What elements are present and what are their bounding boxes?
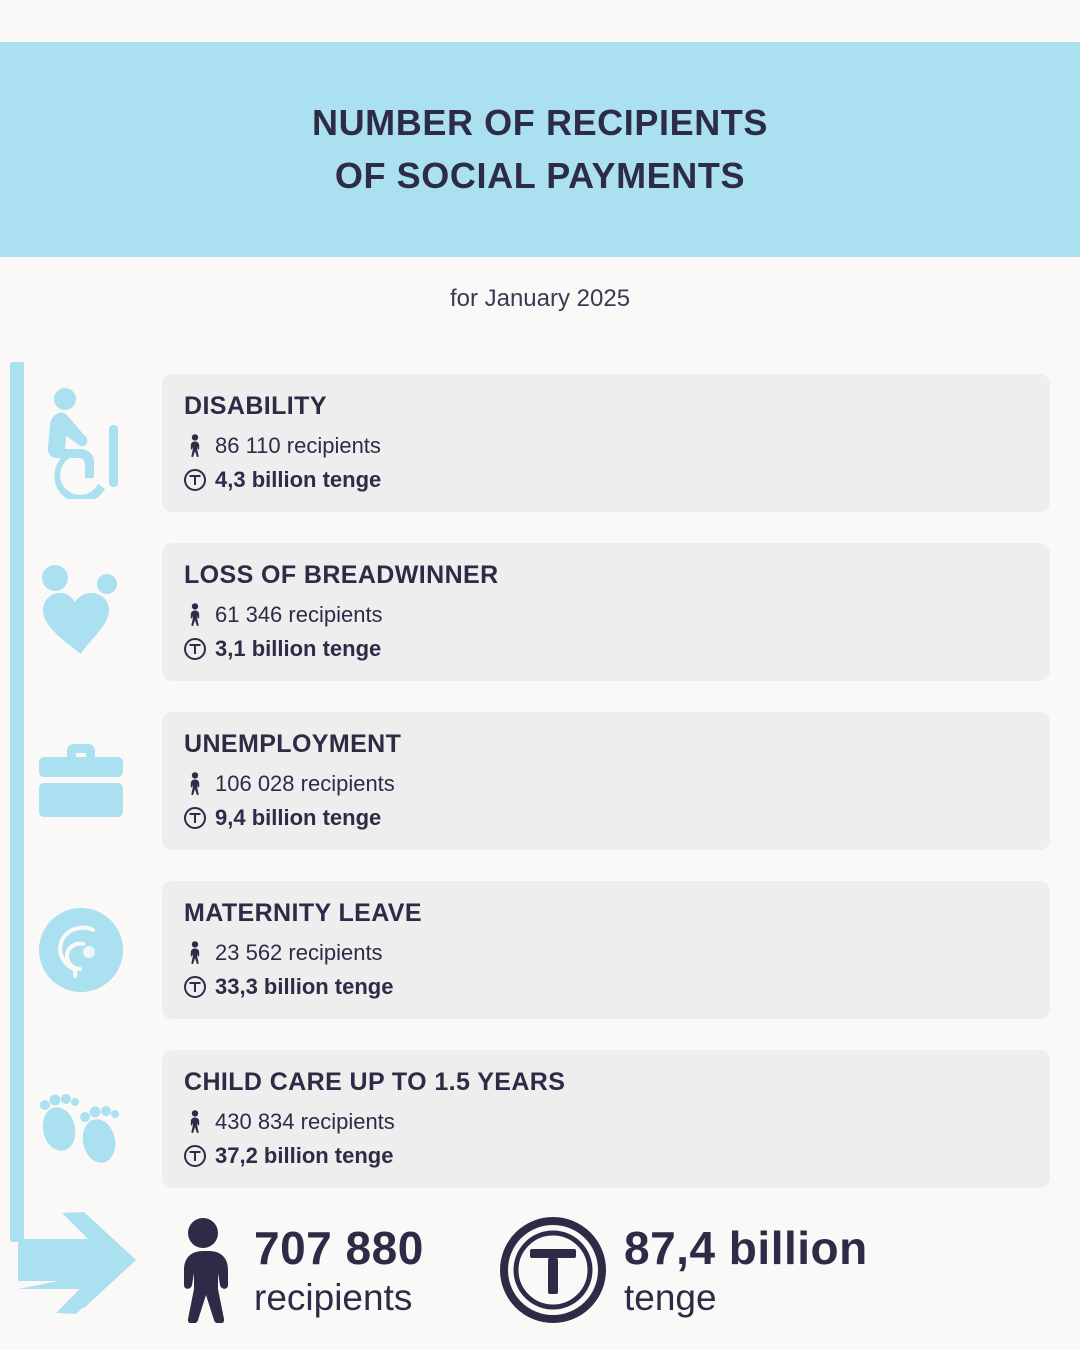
- person-icon: [184, 433, 206, 459]
- page-title-line-2: OF SOCIAL PAYMENTS: [334, 154, 746, 196]
- total-recipients-block: [170, 1217, 500, 1323]
- amount-value: 4,3 billion tenge: [215, 466, 382, 492]
- total-recipients-label: recipients: [254, 1276, 413, 1318]
- arrow-right-icon: [0, 1205, 170, 1335]
- header-band: [0, 42, 1080, 257]
- total-amount-block: [500, 1217, 868, 1323]
- tenge-coin-icon: [184, 1143, 206, 1169]
- recipients-stat: [184, 1105, 1050, 1139]
- recipients-stat: [184, 598, 1050, 632]
- wheelchair-icon: [0, 373, 162, 513]
- amount-value: 37,2 billion tenge: [215, 1142, 394, 1168]
- recipients-stat: [184, 936, 1050, 970]
- baby-feet-icon: [0, 1049, 162, 1189]
- amount-stat: [184, 463, 1050, 497]
- category-card: [162, 1050, 1050, 1188]
- list-item: [0, 865, 1080, 1034]
- category-title: DISABILITY: [184, 391, 327, 420]
- recipients-stat: [184, 767, 1050, 801]
- category-title: CHILD CARE UP TO 1.5 YEARS: [184, 1067, 566, 1096]
- category-list: [0, 358, 1080, 1203]
- person-icon: [184, 1109, 206, 1135]
- person-icon: [184, 602, 206, 628]
- amount-value: 33,3 billion tenge: [215, 973, 394, 999]
- recipients-value: 23 562 recipients: [215, 939, 383, 965]
- family-heart-icon: [0, 542, 162, 682]
- totals-row: [0, 1190, 1080, 1350]
- person-icon: [184, 940, 206, 966]
- amount-stat: [184, 801, 1050, 835]
- page-title: [312, 97, 768, 201]
- category-title: MATERNITY LEAVE: [184, 898, 422, 927]
- amount-stat: [184, 632, 1050, 666]
- category-title: UNEMPLOYMENT: [184, 729, 402, 758]
- category-card: [162, 712, 1050, 850]
- recipients-value: 106 028 recipients: [215, 770, 395, 796]
- list-item: [0, 696, 1080, 865]
- pregnancy-icon: [0, 880, 162, 1020]
- category-title: LOSS OF BREADWINNER: [184, 560, 499, 589]
- recipients-value: 430 834 recipients: [215, 1108, 395, 1134]
- tenge-coin-icon: [184, 467, 206, 493]
- recipients-value: 86 110 recipients: [215, 432, 381, 458]
- briefcase-icon: [0, 711, 162, 851]
- category-card: [162, 374, 1050, 512]
- amount-value: 3,1 billion tenge: [215, 635, 382, 661]
- list-item: [0, 1034, 1080, 1203]
- list-item: [0, 358, 1080, 527]
- recipients-value: 61 346 recipients: [215, 601, 383, 627]
- amount-stat: [184, 1139, 1050, 1173]
- tenge-coin-icon: [500, 1217, 606, 1323]
- tenge-coin-icon: [184, 974, 206, 1000]
- total-amount-value: 87,4 billion: [624, 1221, 868, 1274]
- total-recipients-value: 707 880: [254, 1221, 424, 1274]
- tenge-coin-icon: [184, 805, 206, 831]
- person-icon: [170, 1217, 236, 1323]
- total-amount-label: tenge: [624, 1276, 717, 1318]
- category-card: [162, 543, 1050, 681]
- list-item: [0, 527, 1080, 696]
- total-amount-text: [624, 1221, 868, 1318]
- total-recipients-text: [254, 1221, 424, 1318]
- person-icon: [184, 771, 206, 797]
- amount-stat: [184, 970, 1050, 1004]
- amount-value: 9,4 billion tenge: [215, 804, 382, 830]
- page-title-line-1: NUMBER OF RECIPIENTS: [311, 102, 769, 144]
- tenge-coin-icon: [184, 636, 206, 662]
- recipients-stat: [184, 429, 1050, 463]
- category-card: [162, 881, 1050, 1019]
- period-subtitle: for January 2025: [449, 285, 631, 312]
